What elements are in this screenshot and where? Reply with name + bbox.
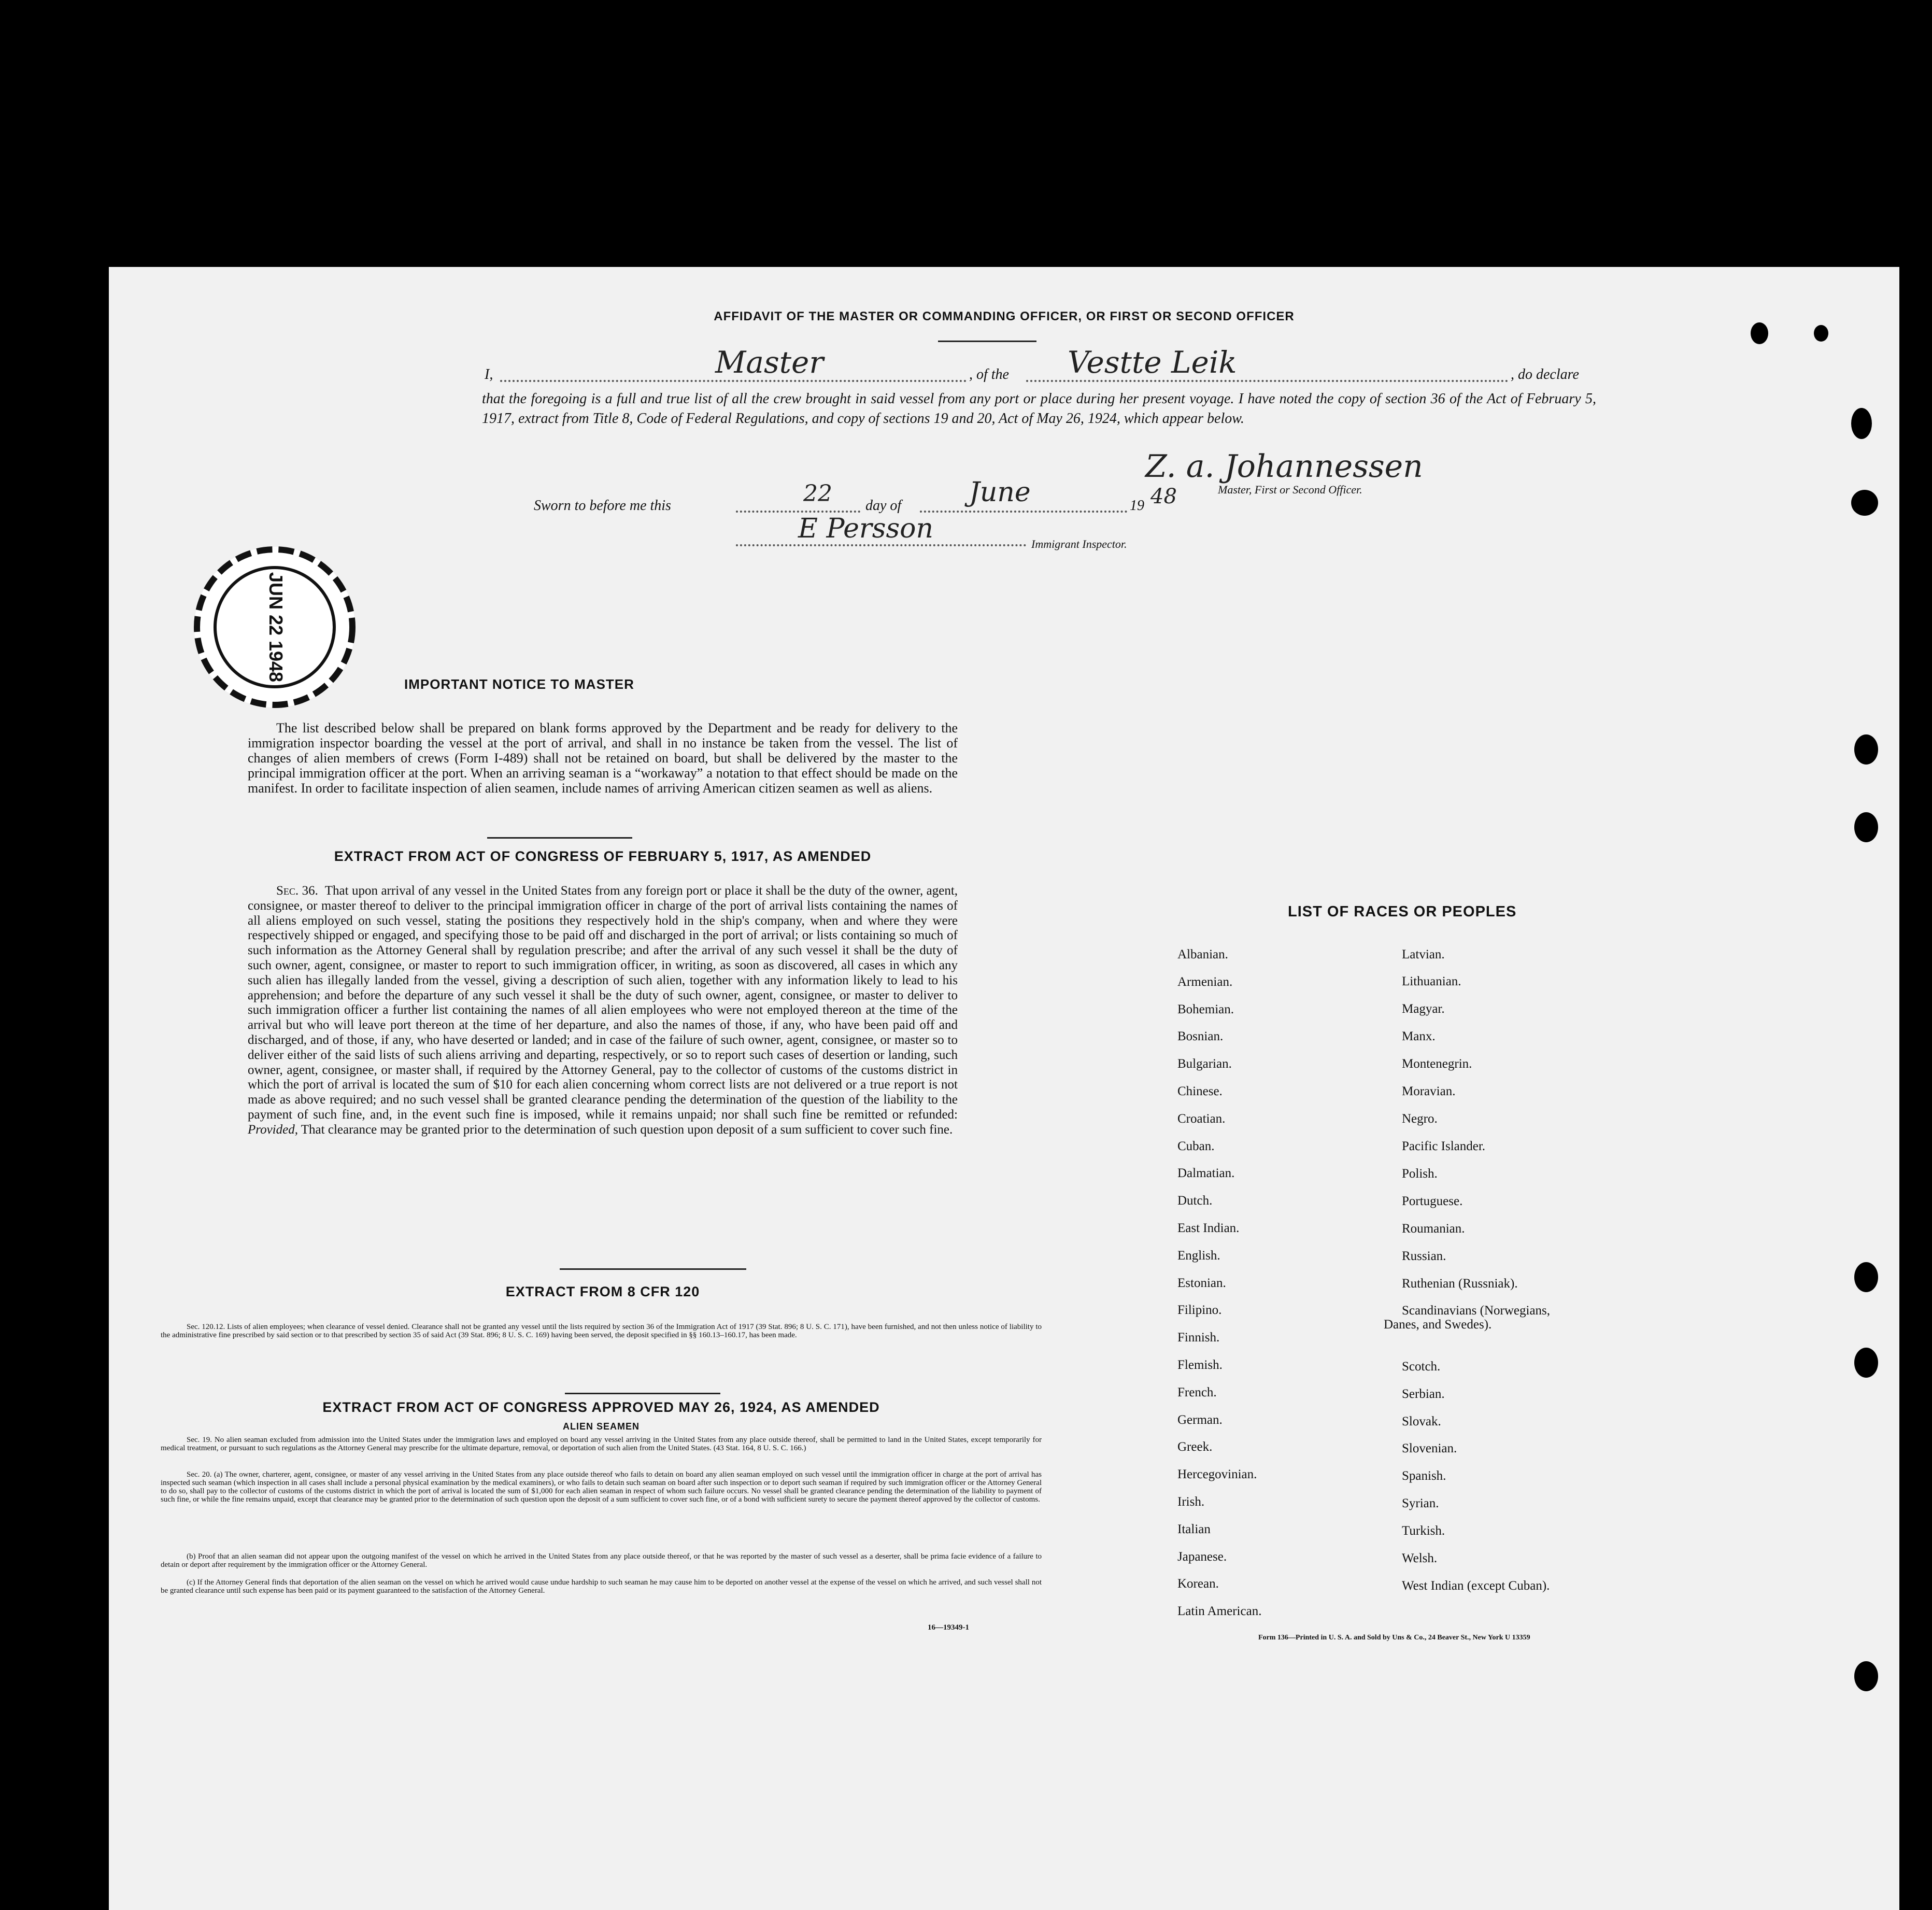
race-item: Estonian.	[1177, 1276, 1226, 1290]
punch-hole	[1854, 1661, 1878, 1691]
race-item: Serbian.	[1402, 1387, 1445, 1401]
notice-title: IMPORTANT NOTICE TO MASTER	[404, 676, 634, 692]
race-item: Greek.	[1177, 1440, 1213, 1454]
race-item: Moravian.	[1402, 1084, 1456, 1098]
handwritten-year: 48	[1150, 485, 1177, 508]
race-item: Ruthenian (Russniak).	[1402, 1277, 1518, 1291]
race-item: Korean.	[1177, 1577, 1219, 1591]
provided-text: That clearance may be granted prior to the determination of such question upon deposit of a sum sufficient to cover such fine.	[301, 1122, 953, 1137]
race-item: Roumanian.	[1402, 1222, 1465, 1236]
alien-seamen-subtitle: ALIEN SEAMEN	[562, 1421, 640, 1432]
race-item: Scotch.	[1402, 1360, 1441, 1374]
race-item: Albanian.	[1177, 947, 1228, 961]
race-item: Slovenian.	[1402, 1441, 1457, 1455]
sec19-text: Sec. 19. No alien seaman excluded from admission into the United States under the immigration laws and employed on board any vessel arriving in the United States from any place outside thereof, shall be permitted to land in the United States, except temporarily for medical treatment, or pursuant to such regulations as the Attorney General may prescribe for the ultimate departure, removal, or deportation of such alien from the United States. (43 Stat. 164, 8 U. S. C. 166.)	[161, 1436, 1042, 1452]
race-item: Dutch.	[1177, 1194, 1213, 1208]
affidavit-line1-mid: , of the	[969, 366, 1009, 383]
notice-rule	[487, 837, 632, 839]
race-item: French.	[1177, 1385, 1217, 1399]
race-item: English.	[1177, 1248, 1220, 1263]
race-item: Turkish.	[1402, 1524, 1445, 1538]
notice-text: The list described below shall be prepared on blank forms approved by the Department and be ready for delivery to the immigration inspector boarding the vessel at the port of arrival, and shall in no instance be taken from the vessel. The list of changes of alien members of crews (Form I-489) shall not be retained on board, but shall be delivered by the master to the principal immigration officer at the port. When an arriving seaman is a “workaway” a notation to that effect should be made on the manifest. In order to facilitate inspection of alien seamen, include names of arriving American citizen seamen as well as aliens.	[248, 720, 958, 796]
race-item: Armenian.	[1177, 974, 1233, 989]
race-item: Bosnian.	[1177, 1029, 1224, 1044]
extract-1924-title: EXTRACT FROM ACT OF CONGRESS APPROVED MAY 26, 1924, AS AMENDED	[322, 1399, 880, 1415]
document-sheet	[109, 267, 1899, 1910]
handwritten-vessel: Vestte Leik	[1068, 345, 1237, 380]
extract-1917-rule	[560, 1268, 746, 1270]
month-blank	[920, 511, 1127, 513]
rank-blank	[500, 380, 967, 382]
form-code: 16—19349-1	[928, 1623, 969, 1632]
vessel-blank	[1026, 380, 1508, 382]
race-item: Negro.	[1402, 1112, 1438, 1126]
race-item: Croatian.	[1177, 1111, 1226, 1126]
race-item: Filipino.	[1177, 1303, 1222, 1318]
race-item: German.	[1177, 1412, 1223, 1427]
race-item: Italian	[1177, 1522, 1211, 1536]
punch-hole	[1751, 322, 1768, 344]
race-item: Dalmatian.	[1177, 1166, 1235, 1181]
sec20b-text: (b) Proof that an alien seaman did not appear upon the outgoing manifest of the vessel on which he arrived in the United States from any place outside thereof, or that he was reported by the master of such vessel as a deserter, shall be prima facie evidence of a failure to detain or deport after requirement by the immigration officer or the Attorney General.	[161, 1552, 1042, 1569]
race-item: Magyar.	[1402, 1002, 1445, 1016]
day-blank	[736, 511, 860, 513]
race-item: Danes, and Swedes).	[1384, 1318, 1492, 1332]
race-item: Latvian.	[1402, 947, 1445, 961]
race-item: West Indian (except Cuban).	[1402, 1579, 1550, 1593]
punch-hole	[1854, 812, 1878, 842]
race-item: Finnish.	[1177, 1331, 1220, 1345]
punch-hole	[1854, 1262, 1878, 1292]
stamp-date-text: JUN 22 1948	[265, 572, 287, 683]
handwritten-rank: Master	[715, 345, 824, 380]
affidavit-body: that the foregoing is a full and true list of all the crew brought in said vessel from any port or place during her present voyage. I have noted the copy of section 36 of the Act of February 5, 1917, extract from Title 8, Code of Federal Regulations, and copy of sections 19 and 20, Act of May 26, 1924, which appear below.	[482, 391, 1596, 427]
affidavit-line1-prefix: I,	[485, 366, 493, 383]
title-rule	[938, 341, 1036, 342]
cfr-title: EXTRACT FROM 8 CFR 120	[505, 1284, 700, 1299]
inspector-signature: E Persson	[798, 513, 933, 544]
extract-1917-text	[248, 884, 958, 1138]
race-item: Irish.	[1177, 1495, 1205, 1509]
provided-label: Provided,	[248, 1122, 298, 1137]
race-item: Lithuanian.	[1402, 974, 1461, 988]
cfr-text: Sec. 120.12. Lists of alien employees; when clearance of vessel denied. Clearance shall not be granted any vessel until the lists required by section 36 of the Immigration Act of 1917 (39 Stat. 896; 8 U. S. C. 171), have been furnished, and not then unless notice of liability to the administrative fine prescribed by said section or to that prescribed by section 35 of said Act (39 Stat. 896; 8 U. S. C. 169) having been served, the deposit specified in §§ 160.13–160.17, has been made.	[161, 1323, 1042, 1339]
race-item: Bohemian.	[1177, 1002, 1234, 1016]
affidavit-line1-suffix: , do declare	[1511, 366, 1579, 383]
race-item: Scandinavians (Norwegians,	[1402, 1304, 1551, 1318]
inspector-label: Immigrant Inspector.	[1031, 537, 1127, 550]
sec36-label: Sec. 36.	[276, 884, 318, 898]
race-item: Japanese.	[1177, 1549, 1227, 1564]
race-item: Manx.	[1402, 1029, 1436, 1043]
punch-hole	[1814, 325, 1828, 342]
inspector-blank	[736, 544, 1026, 546]
punch-hole	[1851, 408, 1872, 439]
sworn-year-prefix: 19	[1130, 498, 1144, 514]
affidavit-title: AFFIDAVIT OF THE MASTER OR COMMANDING OFFICER, OR FIRST OR SECOND OFFICER	[714, 309, 1295, 323]
race-item: Pacific Islander.	[1402, 1139, 1486, 1153]
sec36-text: That upon arrival of any vessel in the United States from any foreign port or place it shall be the duty of the owner, agent, consignee, or master thereof to deliver to the principal immigration officer in charge of the port of arrival lists containing the names of all aliens employed on such vessel, stating the positions they respectively hold in the ship's company, when and where they were respectively shipped or engaged, and specifying those to be paid off and discharged in the port of arrival; or lists containing so much of such information as the Attorney General shall by regulation prescribe; and after the arrival of any such vessel it shall be the duty of such owner, agent, consignee, or master to report to such immigration officer, in writing, as soon as discovered, all cases in which any such alien has illegally landed from the vessel, giving a description of such alien, together with any information likely to lead to his apprehension; and before the departure of any such vessel it shall be the duty of such owner, agent, consignee, or master to deliver to such immigration officer a further list containing the names of all alien employees who were not employed thereon at the time of the arrival but who will leave port thereon at the time of her departure, and also the names of those, if any, who have been paid off and discharged, and of those, if any, who have deserted or landed; and in case of the failure of such owner, agent, consignee, or master so to deliver either of the said lists of such aliens arriving and departing, respectively, or so to report such cases of desertion or landing, such owner, agent, consignee, or master shall, if required by the Attorney General, pay to the collector of customs of the customs district in which the port of arrival is located the sum of $10 for each alien concerning whom correct lists are not delivered or a true report is not made as above required; and no such vessel shall be granted clearance pending the determination of the question of the liability to the payment of such fine, and, in the event such fine is imposed, while it remains unpaid; nor shall such fine be remitted or refunded:	[248, 884, 958, 1122]
race-item: Latin American.	[1177, 1604, 1262, 1619]
race-item: Spanish.	[1402, 1469, 1446, 1483]
sworn-day-label: day of	[865, 498, 902, 514]
race-item: Portuguese.	[1402, 1194, 1463, 1208]
sworn-prefix: Sworn to before me this	[534, 498, 671, 514]
race-item: Syrian.	[1402, 1496, 1439, 1510]
handwritten-day: 22	[803, 480, 832, 507]
sec20a-text: Sec. 20. (a) The owner, charterer, agent, consignee, or master of any vessel arriving in the United States from any place outside thereof who fails to detain on board any alien seaman employed on such vessel until the immigration officer in charge at the port of arrival has inspected such seaman (which inspection in all cases shall include a personal physical examination by the medical examiners), or who fails to detain such seaman on board after such inspection or to deport such seaman if required by such immigration officer or the Attorney General to do so, shall pay to the collector of customs of the customs district in which the port of arrival is located the sum of $1,000 for each alien seaman in respect of whom such failure occurs. No vessel shall be granted clearance pending the determination of the liability to payment of such fine, or while the fine remains unpaid, except that clearance may be granted prior to the determination of such question upon the deposit of a sum sufficient to cover such fine, or of a bond with sufficient surety to secure the payment thereof approved by the collector of customs.	[161, 1470, 1042, 1504]
race-item: Hercegovinian.	[1177, 1467, 1257, 1482]
printer-footer: Form 136—Printed in U. S. A. and Sold by Uns & Co., 24 Beaver St., New York U 13359	[1258, 1634, 1530, 1642]
punch-hole	[1851, 490, 1878, 516]
race-item: Polish.	[1402, 1167, 1438, 1181]
race-item: Slovak.	[1402, 1414, 1441, 1428]
punch-hole	[1854, 734, 1878, 765]
cfr-rule	[565, 1393, 720, 1394]
race-item: Montenegrin.	[1402, 1057, 1472, 1071]
sec20c-text: (c) If the Attorney General finds that deportation of the alien seaman on the vessel on which he arrived would cause undue hardship to such seaman he may cause him to be deported on another vessel at the expense of the vessel on which he arrived, and such vessel shall not be granted clearance until such expense has been paid or its payment guaranteed to the satisfaction of the Attorney General.	[161, 1578, 1042, 1595]
master-signature: Z. a. Johannessen	[1145, 448, 1423, 485]
extract-1917-title: EXTRACT FROM ACT OF CONGRESS OF FEBRUARY 5, 1917, AS AMENDED	[334, 848, 872, 864]
race-item: Cuban.	[1177, 1139, 1215, 1153]
race-item: Bulgarian.	[1177, 1057, 1232, 1071]
race-item: Welsh.	[1402, 1551, 1438, 1565]
handwritten-month: June	[969, 477, 1031, 508]
date-stamp	[192, 542, 358, 713]
races-title: LIST OF RACES OR PEOPLES	[1288, 903, 1517, 920]
race-item: Flemish.	[1177, 1358, 1223, 1372]
punch-hole	[1854, 1348, 1878, 1378]
race-item: Russian.	[1402, 1249, 1446, 1263]
race-item: Chinese.	[1177, 1084, 1223, 1098]
signature-label: Master, First or Second Officer.	[1218, 483, 1362, 496]
race-item: East Indian.	[1177, 1221, 1240, 1235]
